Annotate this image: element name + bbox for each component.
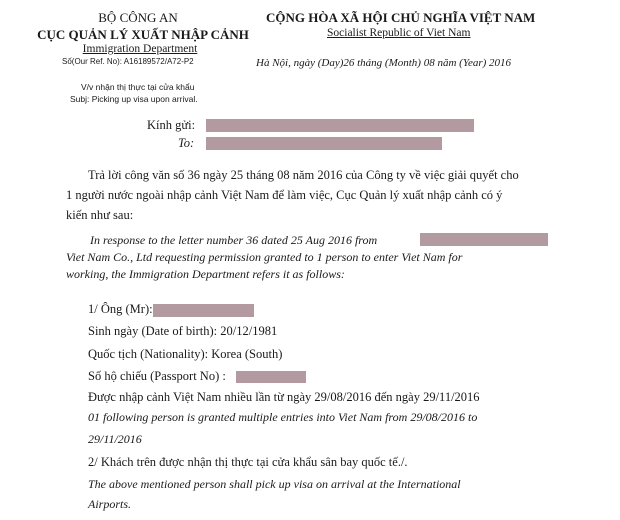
subject-en: Subj: Picking up visa upon arrival. xyxy=(70,94,198,104)
subject-vn: V/v nhận thị thực tại cửa khẩu xyxy=(81,82,195,92)
pickup-note-vn: 2/ Khách trên được nhận thị thực tại cửa khẩu sân bay quốc tế./. xyxy=(88,455,408,469)
ministry-name: BỘ CÔNG AN xyxy=(98,10,178,25)
body-vn-line: Trả lời công văn số 36 ngày 25 tháng 08 năm 2016 của Công ty về việc giải quyết cho xyxy=(88,168,519,182)
republic-title-en: Socialist Republic of Viet Nam xyxy=(327,27,471,39)
redaction-addressee xyxy=(206,119,474,132)
republic-title: CỘNG HÒA XÃ HỘI CHỦ NGHĨA VIỆT NAM xyxy=(266,10,536,25)
entry-period-en: 01 following person is granted multiple entries into Viet Nam from 29/08/2016 to xyxy=(88,410,478,424)
department-name: CỤC QUẢN LÝ XUẤT NHẬP CẢNH xyxy=(37,27,249,42)
redaction-to xyxy=(206,137,442,150)
redaction-passport xyxy=(236,371,306,383)
body-vn-line: kiến như sau: xyxy=(66,208,134,222)
entry-period-vn: Được nhập cảnh Việt Nam nhiều lần từ ngày 29/08/2016 đến ngày 29/11/2016 xyxy=(88,390,480,404)
department-name-en: Immigration Department xyxy=(82,43,198,55)
addressee-label: Kính gửi: xyxy=(147,118,196,132)
body-vn-line: 1 người nước ngoài nhập cảnh Việt Nam để làm việc, Cục Quản lý xuất nhập cảnh có ý xyxy=(66,188,503,202)
body-en-line: In response to the letter number 36 dated 25 Aug 2016 from xyxy=(90,233,378,247)
to-label: To: xyxy=(178,136,195,150)
nationality: Quốc tịch (Nationality): Korea (South) xyxy=(88,347,283,361)
pickup-note-en: The above mentioned person shall pick up visa on arrival at the International xyxy=(88,477,461,491)
body-paragraph-vn xyxy=(66,165,556,225)
passport-number-label: Số hộ chiếu (Passport No) : xyxy=(88,369,226,383)
reference-number: Số(Our Ref. No): A16189572/A72-P2 xyxy=(62,57,194,66)
date-of-birth: Sinh ngày (Date of birth): 20/12/1981 xyxy=(88,324,278,338)
body-en-line: Viet Nam Co., Ltd requesting permission granted to 1 person to enter Viet Nam for xyxy=(66,250,463,264)
redaction-company xyxy=(420,233,548,246)
pickup-note-en-end: Airports. xyxy=(88,497,132,511)
person-name-label: 1/ Ông (Mr): xyxy=(88,302,153,316)
body-en-line: working, the Immigration Department refers it as follows: xyxy=(66,267,345,281)
redaction-person-name xyxy=(153,304,254,317)
entry-period-en-end: 29/11/2016 xyxy=(88,432,142,446)
date-line: Hà Nội, ngày (Day)26 tháng (Month) 08 năm (Year) 2016 xyxy=(256,57,512,69)
